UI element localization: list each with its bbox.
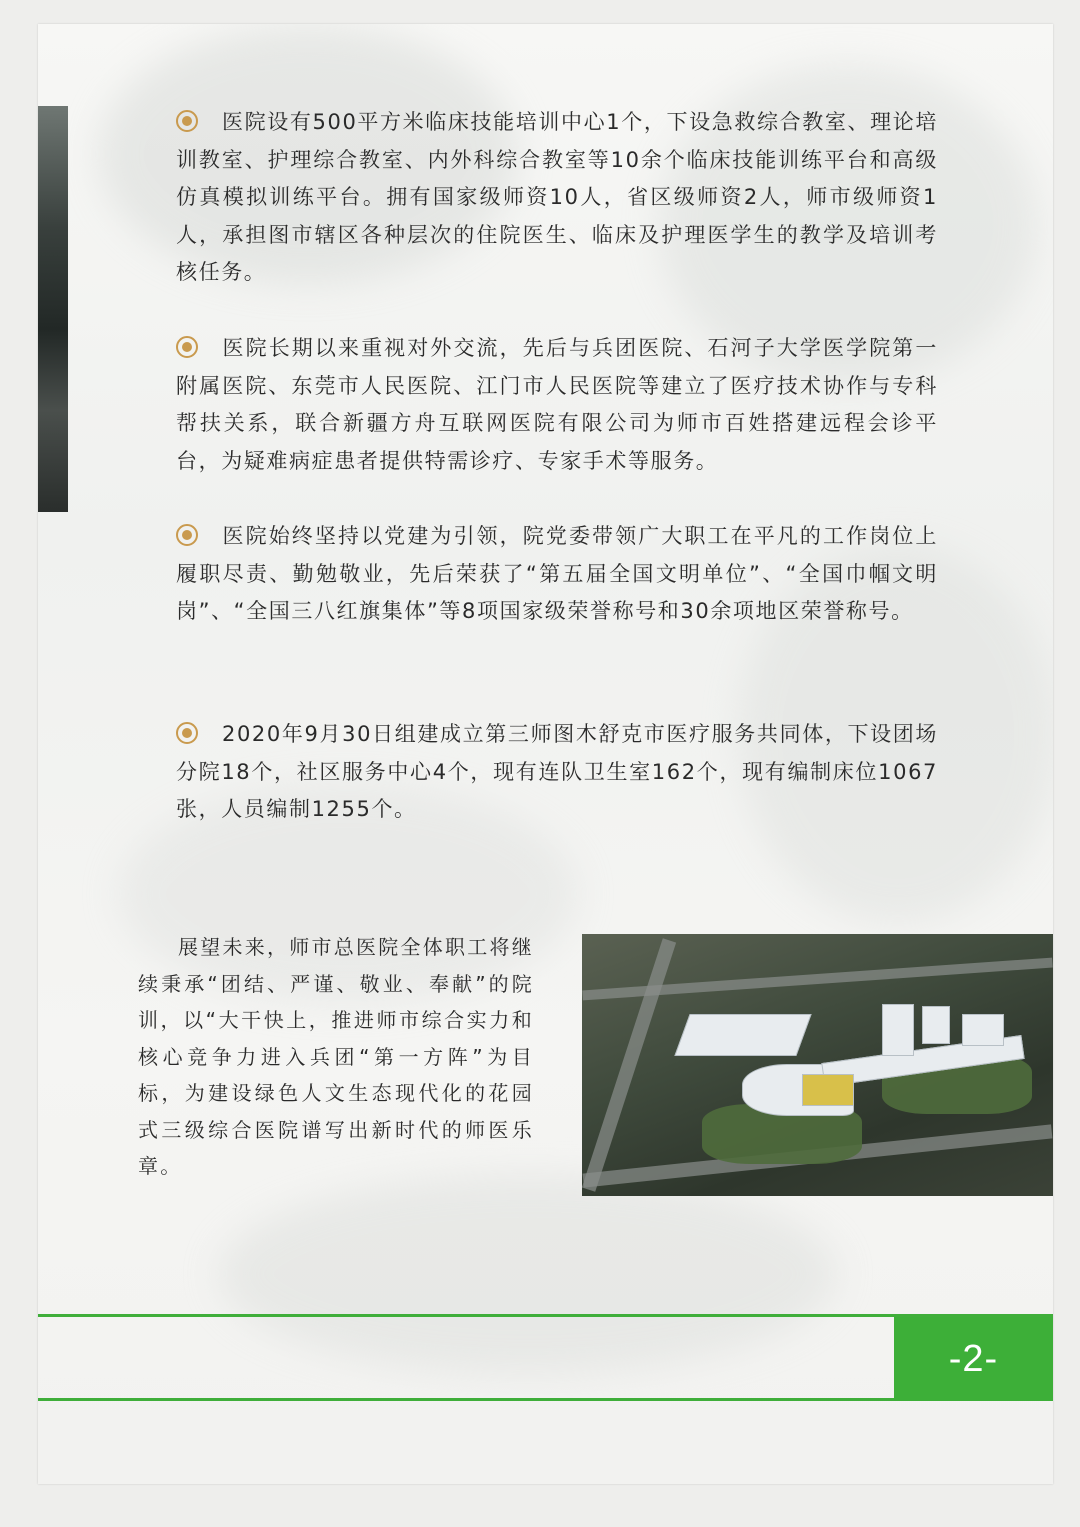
footer-green-line (38, 1398, 898, 1401)
double-circle-bullet-icon (176, 110, 198, 132)
paragraph-external-exchange (176, 330, 938, 480)
left-edge-photo-strip (38, 106, 68, 512)
ink-wash-decoration (218, 1174, 838, 1374)
paragraph-text: 医院设有500平方米临床技能培训中心1个，下设急救综合教室、理论培训教室、护理综合教室、内外科综合教室等10余个临床技能训练平台和高级仿真模拟训练平台。拥有国家级师资10人，省区级师资2人，师市级师资1人，承担图市辖区各种层次的住院医生、临床及护理医学生的教学及培训考核任务。 (176, 110, 938, 284)
page-number: -2- (948, 1337, 999, 1380)
closing-paragraph: 展望未来，师市总医院全体职工将继续秉承“团结、严谨、敬业、奉献”的院训，以“大干快上，推进师市综合实力和核心竞争力进入兵团“第一方阵”为目标，为建设绿色人文生态现代化的花园式三级综合医院谱写出新时代的师医乐章。 (138, 935, 534, 1178)
hospital-aerial-rendering-image (582, 934, 1053, 1196)
paragraph-party-building (176, 518, 938, 631)
paragraph-medical-community (176, 716, 938, 829)
paragraph-training-center (176, 104, 938, 292)
paragraph-text: 医院长期以来重视对外交流，先后与兵团医院、石河子大学医学院第一附属医院、东莞市人民医院、江门市人民医院等建立了医疗技术协作与专科帮扶关系，联合新疆方舟互联网医院有限公司为师市百姓搭建远程会诊平台，为疑难病症患者提供特需诊疗、专家手术等服务。 (176, 336, 938, 473)
page-number-box (894, 1317, 1053, 1401)
paragraph-text: 医院始终坚持以党建为引领，院党委带领广大职工在平凡的工作岗位上履职尽责、勤勉敬业，先后荣获了“第五届全国文明单位”、“全国巾帼文明岗”、“全国三八红旗集体”等8项国家级荣誉称号和30余项地区荣誉称号。 (176, 524, 938, 623)
paragraph-text: 2020年9月30日组建成立第三师图木舒克市医疗服务共同体，下设团场分院18个，社区服务中心4个，现有连队卫生室162个，现有编制床位1067张，人员编制1255个。 (176, 722, 938, 821)
brochure-page (38, 24, 1053, 1484)
double-circle-bullet-icon (176, 336, 198, 358)
double-circle-bullet-icon (176, 722, 198, 744)
double-circle-bullet-icon (176, 524, 198, 546)
